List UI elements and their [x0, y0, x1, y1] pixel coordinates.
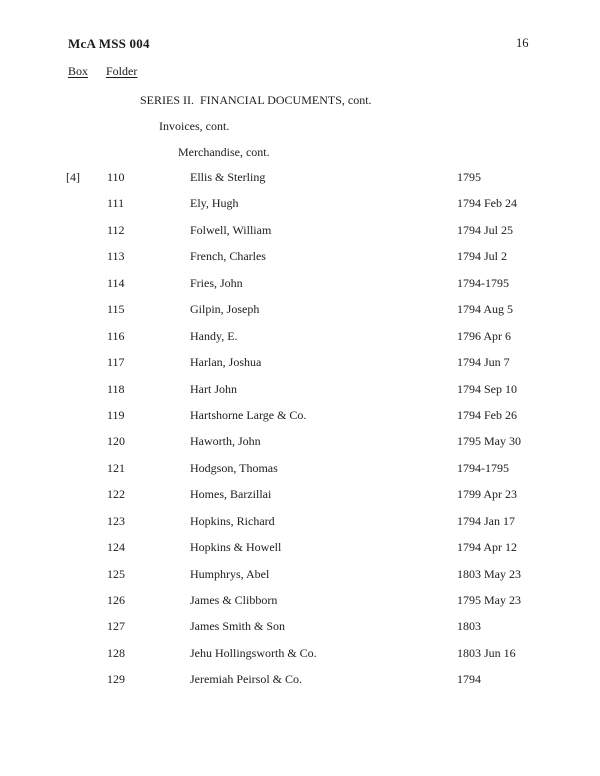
table-row: [0, 383, 600, 409]
date-cell: 1794 Feb 24: [457, 196, 517, 211]
folder-cell: 127: [107, 619, 125, 634]
table-row: [0, 515, 600, 541]
folder-cell: 111: [107, 196, 125, 211]
name-cell: Gilpin, Joseph: [190, 302, 260, 317]
name-cell: Hartshorne Large & Co.: [190, 407, 307, 422]
date-cell: 1794 Feb 26: [457, 407, 517, 422]
table-row: [0, 594, 600, 620]
table-row: [0, 541, 600, 567]
name-cell: Hart John: [190, 381, 237, 396]
name-cell: French, Charles: [190, 249, 266, 264]
box-cell: [4]: [66, 170, 80, 184]
folder-cell: 122: [107, 487, 125, 502]
name-cell: Fries, John: [190, 275, 243, 290]
folder-cell: 129: [107, 672, 125, 687]
date-cell: 1795 May 30: [457, 434, 521, 449]
folder-cell: 112: [107, 222, 125, 237]
name-cell: James Smith & Son: [190, 619, 286, 634]
name-cell: Folwell, William: [190, 222, 272, 237]
table-row: [0, 620, 600, 646]
date-cell: 1794 Jul 2: [457, 249, 508, 264]
name-cell: Homes, Barzillai: [190, 487, 272, 502]
name-cell: Ely, Hugh: [190, 196, 239, 211]
name-cell: Humphrys, Abel: [190, 566, 270, 581]
date-cell: 1803: [457, 619, 481, 634]
table-row: [0, 488, 600, 514]
folder-cell: 119: [107, 407, 125, 422]
table-row: [0, 462, 600, 488]
date-cell: 1803 May 23: [457, 566, 521, 581]
name-cell: Handy, E.: [190, 328, 238, 343]
table-row: [0, 224, 600, 250]
folder-cell: 126: [107, 593, 125, 607]
table-row: [0, 673, 600, 699]
folder-cell: 117: [107, 355, 125, 370]
folder-cell: 114: [107, 275, 125, 290]
folder-cell: 121: [107, 460, 125, 475]
table-row: [0, 197, 600, 223]
name-cell: Jeremiah Peirsol & Co.: [190, 672, 302, 687]
date-cell: 1794-1795: [457, 275, 509, 290]
table-row: [0, 277, 600, 303]
date-cell: 1794 Aug 5: [457, 302, 514, 317]
table-row: [0, 330, 600, 356]
table-row: [0, 435, 600, 461]
date-cell: 1794-1795: [457, 460, 509, 475]
name-cell: Ellis & Sterling: [190, 170, 266, 184]
folder-cell: 123: [107, 513, 125, 528]
folder-cell: 125: [107, 566, 125, 581]
folder-cell: 120: [107, 434, 125, 449]
table-row: [0, 250, 600, 276]
table-row: [0, 409, 600, 435]
table-row: [0, 647, 600, 673]
folder-cell: 128: [107, 645, 125, 660]
name-cell: Hopkins & Howell: [190, 540, 282, 555]
date-cell: 1794: [457, 672, 481, 687]
table-row: [0, 356, 600, 382]
name-cell: Jehu Hollingsworth & Co.: [190, 645, 317, 660]
folder-cell: 118: [107, 381, 125, 396]
date-cell: 1794 Apr 12: [457, 540, 517, 555]
date-cell: 1794 Jul 25: [457, 222, 514, 237]
date-cell: 1803 Jun 16: [457, 645, 516, 660]
name-cell: Hopkins, Richard: [190, 513, 275, 528]
date-cell: 1795: [457, 170, 481, 184]
folder-cell: 110: [107, 170, 125, 184]
page-number: 16: [516, 36, 529, 50]
folder-cell: 113: [107, 249, 125, 264]
column-header-box: Box: [68, 64, 89, 78]
date-cell: 1794 Sep 10: [457, 381, 517, 396]
table-row: [0, 171, 600, 197]
date-cell: 1796 Apr 6: [457, 328, 511, 343]
folder-cell: 115: [107, 302, 125, 317]
date-cell: 1795 May 23: [457, 593, 521, 607]
name-cell: Haworth, John: [190, 434, 261, 449]
name-cell: Hodgson, Thomas: [190, 460, 278, 475]
date-cell: 1794 Jun 7: [457, 355, 510, 370]
date-cell: 1794 Jan 17: [457, 513, 515, 528]
subsection-heading: Invoices, cont.: [159, 119, 230, 133]
subsubsection-heading: Merchandise, cont.: [178, 145, 270, 159]
name-cell: James & Clibborn: [190, 593, 278, 607]
name-cell: Harlan, Joshua: [190, 355, 262, 370]
date-cell: 1799 Apr 23: [457, 487, 517, 502]
table-row: [0, 303, 600, 329]
folder-cell: 116: [107, 328, 125, 343]
table-row: [0, 568, 600, 594]
folder-cell: 124: [107, 540, 125, 555]
collection-title: McA MSS 004: [68, 36, 150, 51]
folder-list: [0, 171, 600, 700]
series-heading: SERIES II. FINANCIAL DOCUMENTS, cont.: [140, 93, 372, 107]
column-header-folder: Folder: [106, 64, 138, 78]
